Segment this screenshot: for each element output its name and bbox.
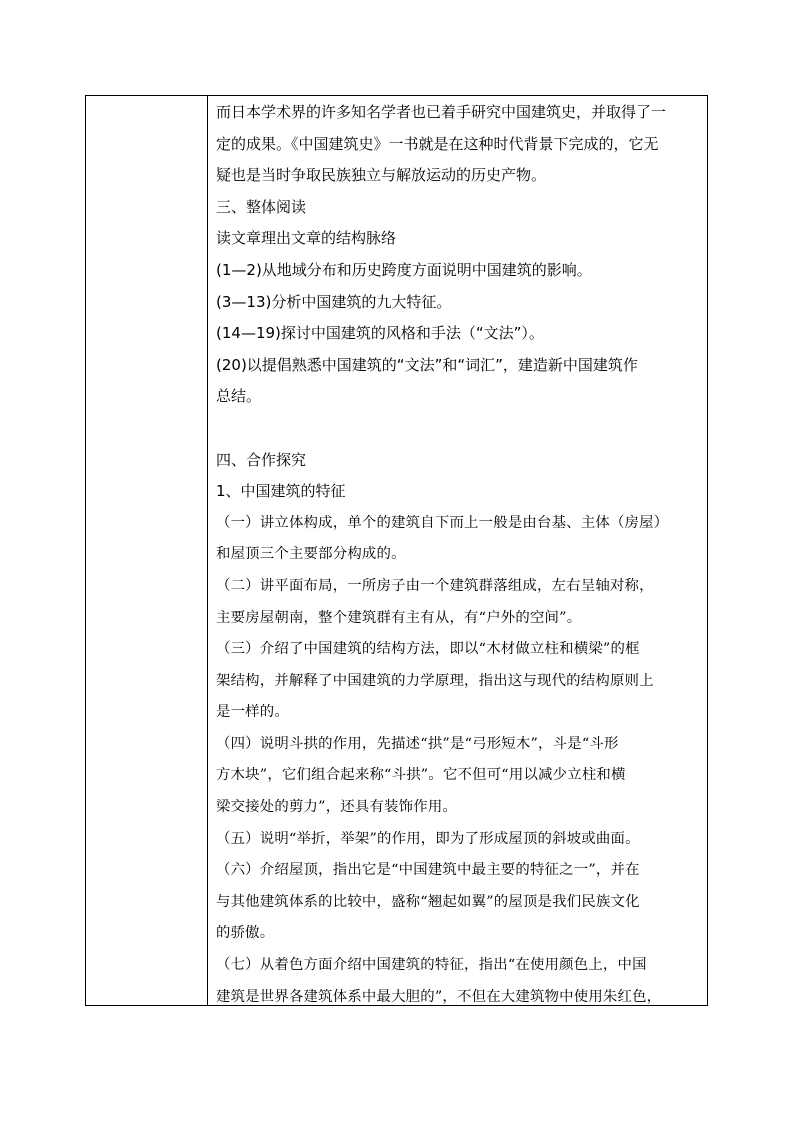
text-line: （二）讲平面布局，一所房子由一个建筑群落组成，左右呈轴对称， <box>216 577 654 594</box>
text-line: 的骄傲。 <box>216 925 275 942</box>
table-content-cell <box>216 97 702 1013</box>
text-line: （六）介绍屋顶，指出它是“中国建筑中最主要的特征之一”，并在 <box>216 862 640 879</box>
section-intro: 读文章理出文章的结构脉络 <box>216 229 397 248</box>
list-item: (1—2)从地域分布和历史跨度方面说明中国建筑的影响。 <box>216 260 592 279</box>
text-line: 和屋顶三个主要部分构成的。 <box>216 546 406 563</box>
feature-item <box>216 855 702 950</box>
text-line: 方木块”，它们组合起来称“斗拱”。它不但可“用以减少立柱和横 <box>216 767 626 784</box>
text-line: 架结构，并解释了中国建筑的力学原理，指出这与现代的结构原则上 <box>216 672 654 689</box>
text-line: （一）讲立体构成，单个的建筑自下而上一般是由台基、主体（房屋） <box>216 514 669 531</box>
list-item: (14—19)探讨中国建筑的风格和手法（“文法”）。 <box>216 324 544 343</box>
feature-item <box>216 824 702 856</box>
subheading: 1、中国建筑的特征 <box>216 482 346 501</box>
feature-item <box>216 508 702 571</box>
structure-list <box>216 255 702 413</box>
text-line: 梁交接处的剪力”，还具有装饰作用。 <box>216 799 458 816</box>
text-line: 定的成果。《中国建筑史》一书就是在这种时代背景下完成的，它无 <box>216 134 659 153</box>
feature-item <box>216 729 702 824</box>
text-line: 而日本学术界的许多知名学者也已着手研究中国建筑史，并取得了一 <box>216 103 667 121</box>
text-line: （七）从着色方面介绍中国建筑的特征，指出“在使用颜色上，中国 <box>216 957 647 974</box>
text-line: 疑也是当时争取民族独立与解放运动的历史产物。 <box>216 166 547 185</box>
blank-line <box>216 413 702 445</box>
section-heading: 四、合作探究 <box>216 450 307 469</box>
feature-item <box>216 571 702 634</box>
text-line: （三）介绍了中国建筑的结构方法，即以“木材做立柱和横梁”的框 <box>216 641 640 658</box>
feature-item <box>216 634 702 729</box>
section-heading: 三、整体阅读 <box>216 197 307 216</box>
list-item: (3—13)分析中国建筑的九大特征。 <box>216 292 452 311</box>
text-line: 建筑是世界各建筑体系中最大胆的”，不但在大建筑物中使用朱红色， <box>216 988 662 1005</box>
column-divider <box>207 95 208 1006</box>
list-item: (20)以提倡熟悉中国建筑的“文法”和“词汇”，建造新中国建筑作 <box>216 355 638 374</box>
feature-list <box>216 508 702 1014</box>
intro-paragraph <box>216 97 702 192</box>
feature-item <box>216 950 702 1013</box>
text-line: （五）说明“举折，举架”的作用，即为了形成屋顶的斜坡或曲面。 <box>216 830 640 847</box>
list-item-continuation: 总结。 <box>216 387 262 406</box>
text-line: 是一样的。 <box>216 704 289 721</box>
text-line: （四）说明斗拱的作用，先描述“拱”是“弓形短木”，斗是“斗形 <box>216 735 619 752</box>
text-line: 与其他建筑体系的比较中，盛称“翘起如翼”的屋顶是我们民族文化 <box>216 893 640 910</box>
text-line: 主要房屋朝南，整个建筑群有主有从，有“户外的空间”。 <box>216 609 582 626</box>
